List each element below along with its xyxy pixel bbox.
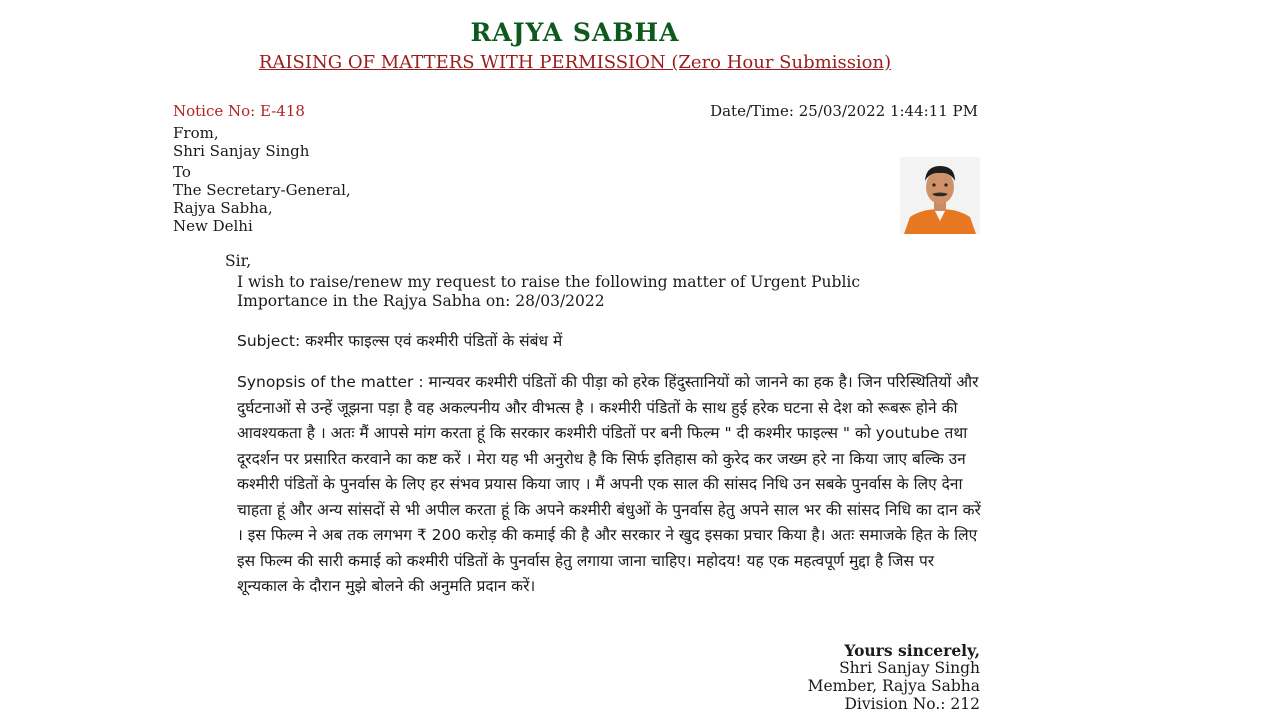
signatory-role: Member, Rajya Sabha — [807, 677, 980, 695]
synopsis-paragraph: Synopsis of the matter : मान्यवर कश्मीरी पंडितों की पीड़ा को हरेक हिंदुस्तानियों को जानने का हक है। जिन परिस्थितियों और दुर्घटनाओं से उन्हें जूझना पड़ा है वह अकल्पनीय और वीभत्स है । कश्मीरी पंडितों के साथ हुई हरेक घटना से देश को रूबरू होने की आवश्यकता है । अतः मैं आपसे मांग करता हूं कि सरकार कश्मीरी पंडितों पर बनी फिल्म " दी कश्मीर फाइल्स " को youtube तथा दूरदर्शन पर प्रसारित करवाने का कष्ट करें । मेरा यह भी अनुरोध है कि सिर्फ इतिहास को कुरेद कर जख्म हरे ना किया जाए बल्कि उन कश्मीरी पंडितों के पुनर्वास के लिए हर संभव प्रयास किया जाए । मैं अपनी एक साल की सांसद निधि उन सबके पुनर्वास के लिए देना चाहता हूं और अन्य सांसदों से भी अपील करता हूं कि अपने कश्मीरी बंधुओं के पुनर्वास हेतु अपने साल भर की सांसद निधि का दान करें । इस फिल्म ने अब तक लगभग ₹ 200 करोड़ की कमाई की है और सरकार ने खुद इसका प्रचार किया है। अतः समाजके हित के लिए इस फिल्म की सारी कमाई को कश्मीरी पंडितों के पुनर्वास हेतु लगाया जाना चाहिए। महोदय! यह एक महत्वपूर्ण मुद्दा है जिस पर शून्यकाल के दौरान मुझे बोलने की अनुमति प्रदान करें। — [237, 373, 981, 595]
to-line-1: The Secretary-General, — [173, 181, 351, 199]
document-subtitle: RAISING OF MATTERS WITH PERMISSION (Zero Hour Submission) — [258, 52, 892, 73]
to-line-3: New Delhi — [173, 217, 253, 235]
member-portrait-icon — [900, 157, 980, 234]
closing: Yours sincerely, — [844, 641, 980, 660]
notice-datetime: Date/Time: 25/03/2022 1:44:11 PM — [710, 102, 978, 120]
division-number: Division No.: 212 — [844, 695, 980, 713]
request-line-2: Importance in the Rajya Sabha on: 28/03/2022 — [237, 292, 605, 310]
from-name: Shri Sanjay Singh — [173, 142, 310, 160]
salutation: Sir, — [225, 252, 252, 270]
subject-line: Subject: कश्मीर फाइल्स एवं कश्मीरी पंडितों के संबंध में — [237, 332, 563, 350]
signatory-name: Shri Sanjay Singh — [839, 659, 980, 677]
request-line-1: I wish to raise/renew my request to raise the following matter of Urgent Public — [237, 273, 861, 291]
document-title: RAJYA SABHA — [470, 18, 680, 47]
from-label: From, — [173, 124, 219, 142]
notice-number: Notice No: E-418 — [173, 102, 305, 120]
to-line-2: Rajya Sabha, — [173, 199, 273, 217]
to-label: To — [173, 163, 191, 181]
